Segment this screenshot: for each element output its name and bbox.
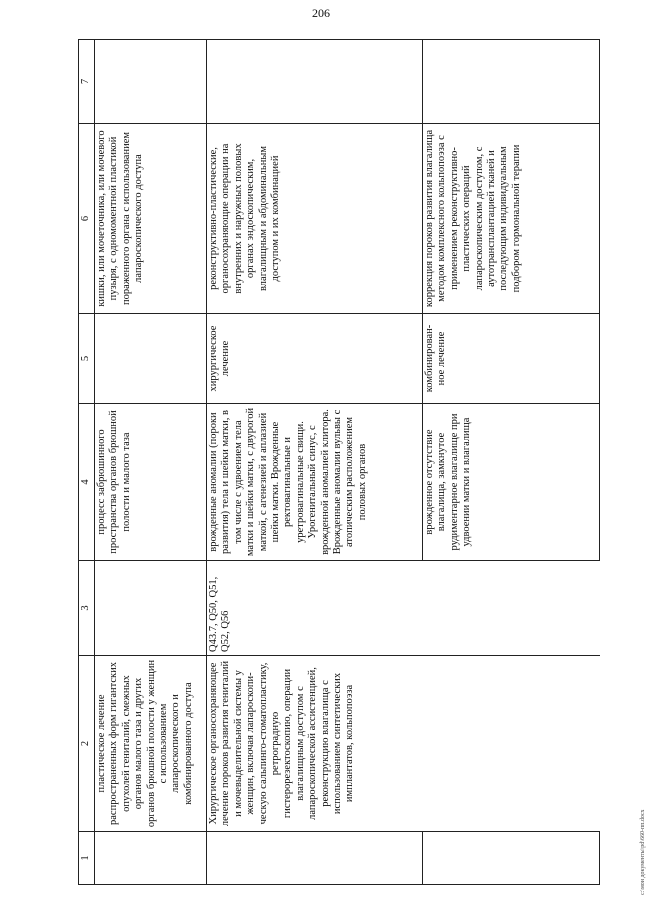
cell-row1-col6: кишки, или мочеточника, или мочевого пузыря, с одномоментной пластикой пораженного органа с использованием лапароскопического доступа [95, 124, 207, 314]
cell-row1-col7 [95, 40, 207, 124]
rotated-table-page [78, 40, 600, 885]
header-cell-3: 3 [79, 561, 95, 656]
table-row [95, 40, 207, 885]
cell-row1-col1 [95, 832, 207, 885]
header-cell-4: 4 [79, 404, 95, 561]
cell-row1-col5 [95, 314, 207, 404]
cell-row2-col6: реконструктивно-пластические, органосохраняющие операции на внутренних и наружных половых органах эндоскопическим, влагалищным и абдоминальным доступом и их комбинацией [207, 124, 423, 314]
cell-row1-col4: процесс забрюшинного пространства органов брюшной полости и малого таза [95, 404, 207, 561]
page-number: 206 [312, 6, 330, 20]
treatment-table [78, 39, 600, 885]
cell-row2-col7 [207, 40, 423, 124]
cell-row2-col1 [207, 832, 423, 885]
header-cell-7: 7 [79, 40, 95, 124]
cell-row1-col2: пластическое лечение распространенных форм гигантских опухолей гениталий, смежных органов малого таза и других органов брюшной полости у женщин с использованием лапароскопического и комбинированного доступа [95, 656, 207, 832]
cell-row2-col5: хирургическое лечение [207, 314, 423, 404]
header-cell-2: 2 [79, 656, 95, 832]
cell-row2-col3: Q43.7, Q50, Q51, Q52, Q56 [207, 561, 600, 656]
cell-row3-col5: комбинирован-ное лечение [423, 314, 600, 404]
header-row [79, 40, 95, 885]
cell-row3-col7 [423, 40, 600, 124]
footer-file-path: c:\мои документы\pd\660-пп.docx [640, 809, 646, 895]
cell-row2-col4: врожденные аномалии (пороки развития) тела и шейки матки, в том числе с удвоением тела матки и шейки матки, с двурогой маткой, с агенезией и аплазией шейки матки. Врожденные ректовагинальные и уретровагинальные свищи. Урогенитальный синус, с врожденной аномалией клитора. Врожденные аномалии вульвы с атопическим расположением половых органов [207, 404, 423, 561]
header-cell-6: 6 [79, 124, 95, 314]
table-row [207, 40, 423, 885]
cell-row1-col3 [95, 561, 207, 656]
cell-row3-col4: врожденное отсутствие влагалища, замкнутое рудиментарное влагалище при удвоении матки и влагалища [423, 404, 600, 561]
cell-row3-col1 [423, 832, 600, 885]
cell-row2-col2: Хирургическое органосохраняющее лечение пороков развития гениталий и мочевыделительной системы у женщин, включая лапароскопи-ческую сальпинго-стоматопластику, ретроградную гистерорезектоскопию, операции влагалищным доступом с лапароскопической ассистенцией, реконструкцию влагалища с использованием синтетических имплантатов, кольпопоэза [207, 656, 600, 832]
cell-row3-col6: коррекция пороков развития влагалища методом комплексного кольпопоэза с применением реконструктивно-пластических операций лапароскопическим доступом, с аутотрансплантацией тканей и последующим индивидуальным подбором гормональной терапии [423, 124, 600, 314]
header-cell-1: 1 [79, 832, 95, 885]
header-cell-5: 5 [79, 314, 95, 404]
